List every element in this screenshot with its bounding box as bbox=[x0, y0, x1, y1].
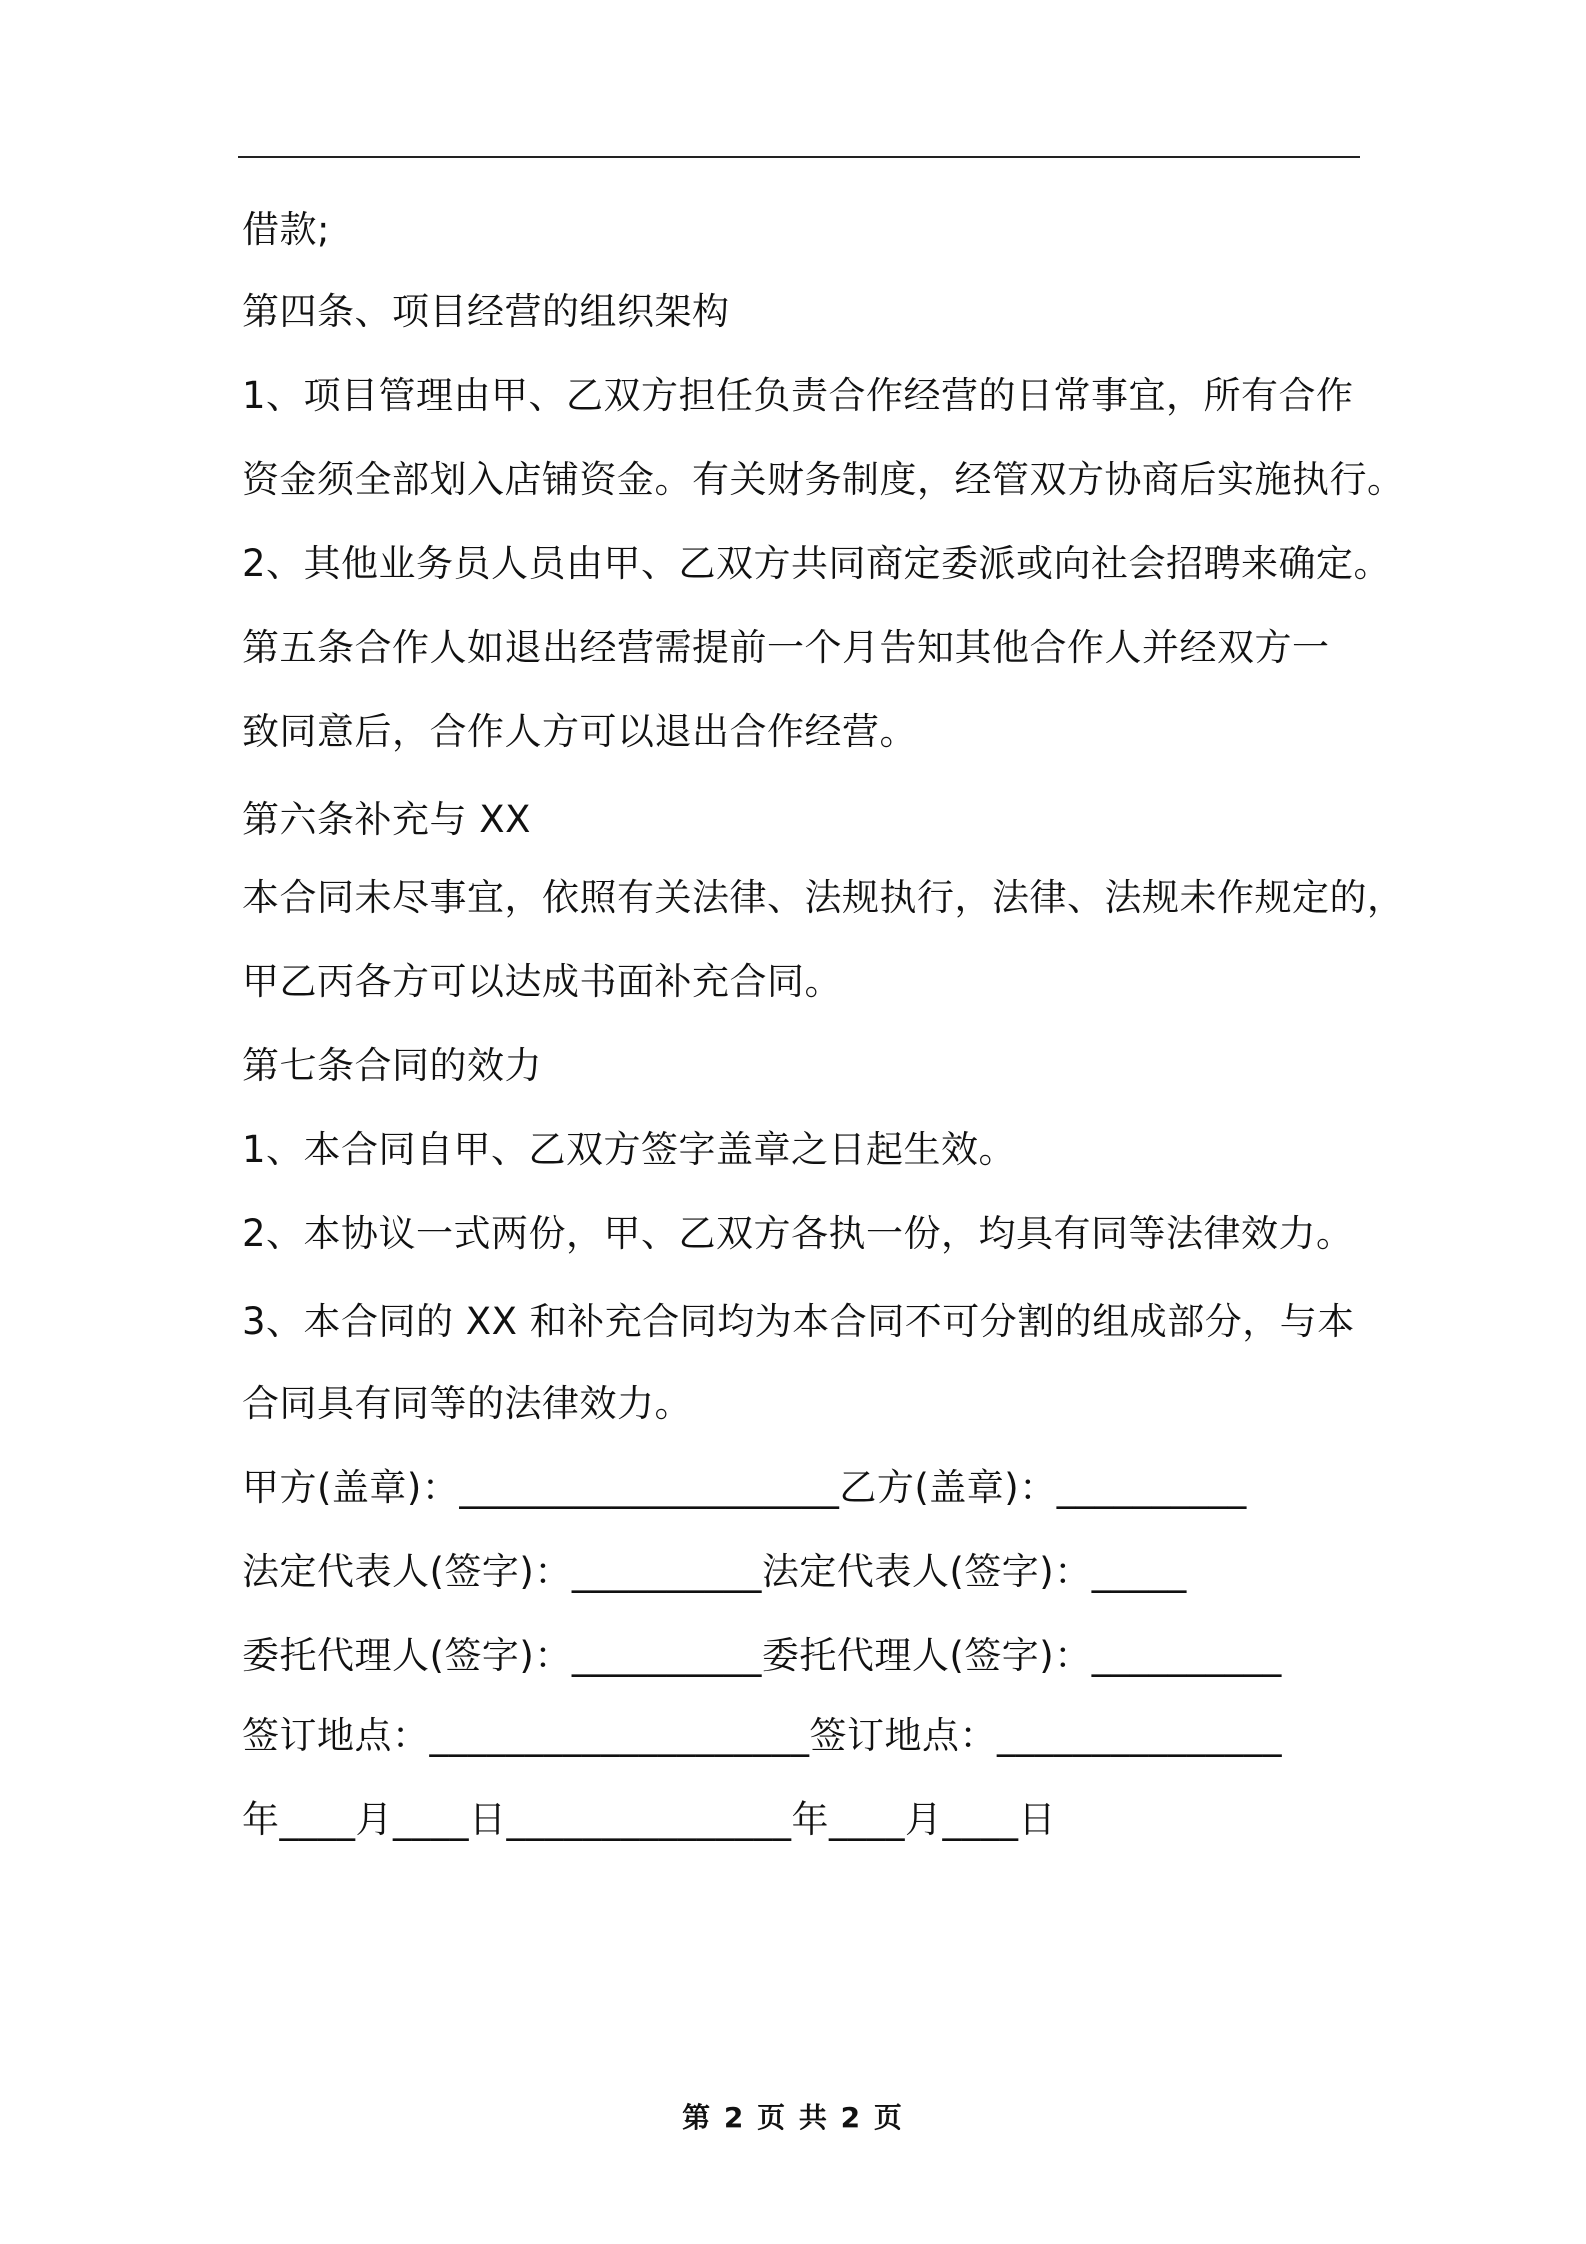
article-5-line-1: 第五条合作人如退出经营需提前一个月告知其他合作人并经双方一 bbox=[242, 626, 1330, 669]
signature-place-line: 签订地点：____________________签订地点：_______________ bbox=[242, 1714, 1282, 1757]
article-7-clause-3-line-2: 合同具有同等的法律效力。 bbox=[242, 1382, 692, 1425]
article-4-clause-1-line-1: 1、项目管理由甲、乙双方担任负责合作经营的日常事宜，所有合作 bbox=[242, 374, 1354, 417]
signature-agent-line: 委托代理人(签字)：__________委托代理人(签字)：__________ bbox=[242, 1634, 1282, 1677]
article-7-clause-3-line-1: 3、本合同的 XX 和补充合同均为本合同不可分割的组成部分，与本 bbox=[242, 1300, 1355, 1343]
article-7-clause-1: 1、本合同自甲、乙双方签字盖章之日起生效。 bbox=[242, 1128, 1017, 1171]
article-4-clause-1-line-2: 资金须全部划入店铺资金。有关财务制度，经管双方协商后实施执行。 bbox=[242, 458, 1405, 501]
text-line-loan: 借款; bbox=[242, 208, 330, 251]
article-4-clause-2: 2、其他业务员人员由甲、乙双方共同商定委派或向社会招聘来确定。 bbox=[242, 542, 1392, 585]
article-7-heading: 第七条合同的效力 bbox=[242, 1044, 542, 1087]
signature-date-line: 年____月____日_______________年____月____日 bbox=[242, 1798, 1056, 1841]
page-number-footer: 第 2 页 共 2 页 bbox=[682, 2101, 904, 2134]
signature-seal-line: 甲方(盖章)：____________________乙方(盖章)：__________ bbox=[242, 1466, 1247, 1509]
article-6-line-1: 本合同未尽事宜，依照有关法律、法规执行，法律、法规未作规定的， bbox=[242, 876, 1405, 919]
article-4-heading: 第四条、项目经营的组织架构 bbox=[242, 290, 730, 333]
article-5-line-2: 致同意后，合作人方可以退出合作经营。 bbox=[242, 710, 917, 753]
signature-legal-rep-line: 法定代表人(签字)：__________法定代表人(签字)：_____ bbox=[242, 1550, 1187, 1593]
header-rule bbox=[238, 156, 1360, 158]
article-6-line-2: 甲乙丙各方可以达成书面补充合同。 bbox=[242, 960, 842, 1003]
article-7-clause-2: 2、本协议一式两份，甲、乙双方各执一份，均具有同等法律效力。 bbox=[242, 1212, 1354, 1255]
article-6-heading: 第六条补充与 XX bbox=[242, 798, 531, 841]
